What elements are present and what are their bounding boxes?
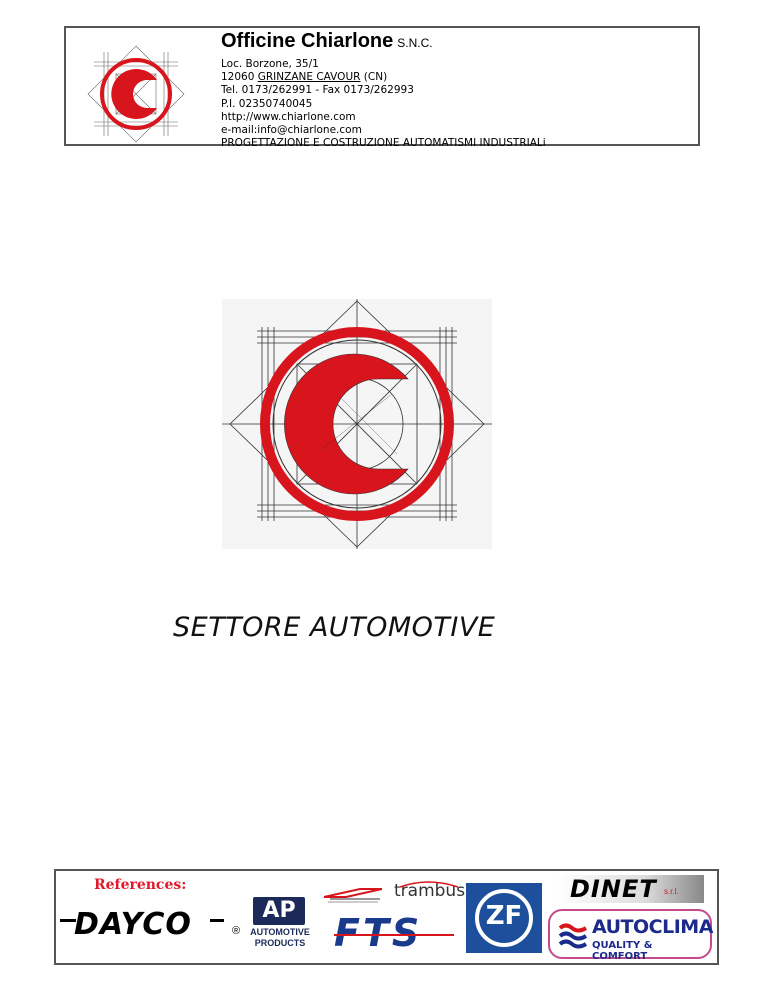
letterhead-box [64, 26, 700, 150]
fts-logo [330, 913, 458, 955]
ap-wordmark: AP [262, 898, 296, 923]
company-details [221, 58, 546, 150]
main-logo-icon [222, 299, 492, 549]
autoclima-tagline: QUALITY & COMFORT [592, 940, 653, 962]
red-stripes-logo-icon [320, 883, 386, 905]
references-label: References: [94, 877, 187, 893]
trambus-wordmark: trambus [394, 881, 466, 901]
company-name: Officine Chiarlone [221, 30, 394, 52]
sector-title: SETTORE AUTOMOTIVE [173, 612, 496, 643]
autoclima-logo [548, 909, 713, 962]
dinet-wordmark: DINET [570, 875, 657, 903]
company-legal-form: S.N.C. [397, 36, 433, 50]
ap-sub-automotive: AUTOMOTIVE [250, 927, 310, 937]
ap-automotive-logo [247, 897, 313, 955]
address-province: (CN) [363, 71, 388, 84]
autoclima-waves-icon [558, 920, 588, 950]
dinet-suffix: s.r.l. [664, 887, 679, 896]
dinet-logo [556, 875, 704, 903]
autoclima-wordmark: AUTOCLIMA [592, 916, 713, 938]
dayco-logo [60, 905, 244, 945]
ap-sub-products: PRODUCTS [254, 938, 306, 948]
address-street: Loc. Borzone, 35/1 [221, 58, 319, 70]
trambus-logo [392, 879, 466, 907]
zf-wordmark: ZF [485, 901, 523, 931]
fts-wordmark: FTS [334, 911, 423, 955]
company-tagline: PROGETTAZIONE E COSTRUZIONE AUTOMATISMI INDUSTRIALi [221, 137, 546, 150]
address-zip: 12060 [221, 71, 255, 84]
fts-stripe-icon [330, 913, 458, 955]
dayco-wordmark: DAYCO [74, 907, 192, 942]
dayco-registered-mark: ® [232, 925, 241, 937]
email-link[interactable]: e-mail:info@chiarlone.com [221, 124, 362, 137]
company-heading [221, 30, 433, 53]
references-box [54, 869, 719, 965]
phone-fax: Tel. 0173/262991 - Fax 0173/262993 [221, 84, 414, 97]
vat-number: P.I. 02350740045 [221, 97, 313, 110]
website-link[interactable]: http://www.chiarlone.com [221, 110, 356, 123]
zf-logo [466, 883, 542, 953]
address-city-line [221, 71, 546, 84]
trambus-arc-icon [392, 879, 462, 907]
address-city-link[interactable]: GRINZANE CAVOUR [257, 71, 361, 84]
company-logo-icon [86, 44, 186, 144]
